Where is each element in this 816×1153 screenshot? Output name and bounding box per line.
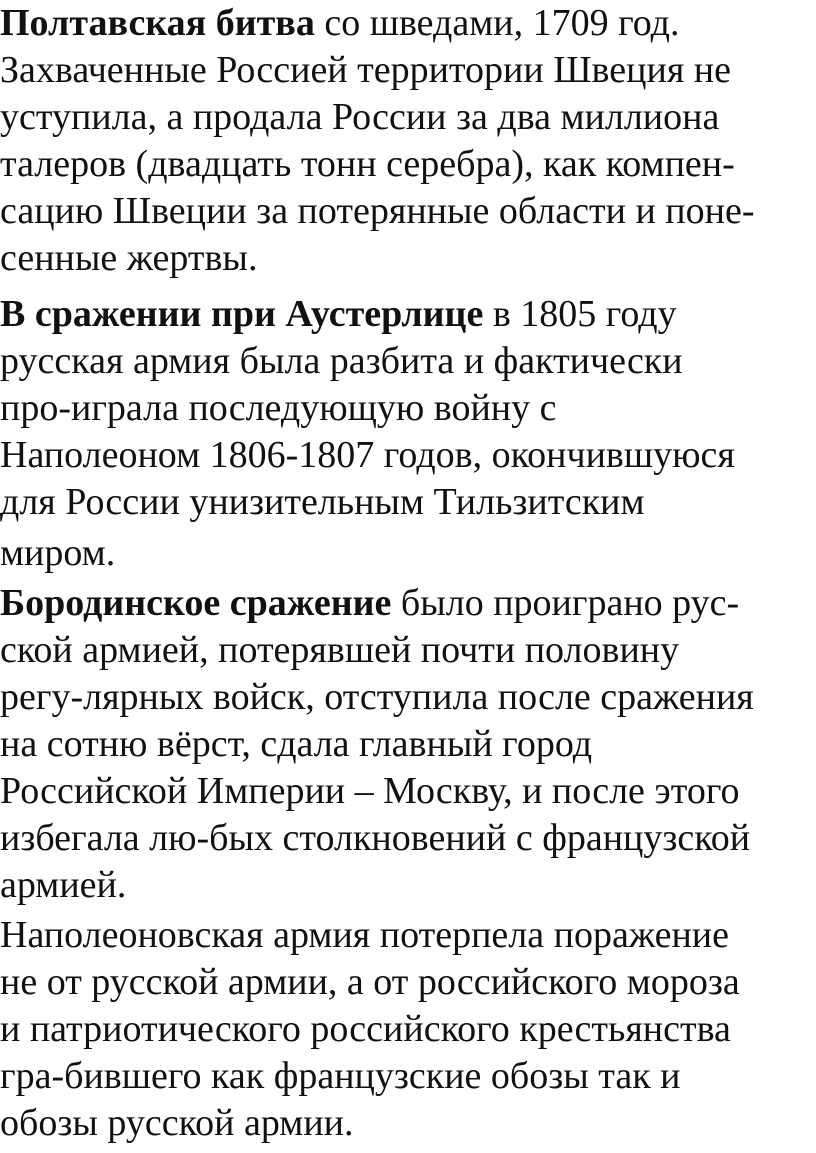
text-fragment: было проиграно рус- xyxy=(391,582,740,624)
text-line: Наполеоном 1806-1807 годов, окончившуюся xyxy=(0,434,735,476)
text-line xyxy=(0,580,816,627)
heading-poltava-battle: Полтавская битва xyxy=(0,2,315,44)
paragraph-poltava xyxy=(0,0,816,282)
text-line: избегала лю-бых столкновений с французской xyxy=(0,817,751,859)
text-line: уступила, а продала России за два миллиона xyxy=(0,96,720,138)
text-line: сенные жертвы. xyxy=(0,237,258,279)
text-line: русская армия была разбита и фактически xyxy=(0,340,683,382)
text-fragment: со шведами, 1709 год. xyxy=(314,2,680,44)
paragraph-austerlitz xyxy=(0,291,816,582)
text-line xyxy=(0,291,816,338)
text-line: не от русской армии, а от российского мороза xyxy=(0,961,740,1003)
text-line: армией. xyxy=(0,864,127,906)
text-line: Российской Империи – Москву, и после этого xyxy=(0,770,740,812)
paragraph-napoleon-army xyxy=(0,912,816,1147)
heading-borodino-battle: Бородинское сражение xyxy=(0,582,392,624)
text-fragment: в 1805 году xyxy=(483,293,677,335)
text-line: миром. xyxy=(0,532,116,574)
text-line: сацию Швеции за потерянные области и поне- xyxy=(0,190,755,232)
text-line: регу-лярных войск, отступила после сражения xyxy=(0,676,754,718)
text-line: ской армией, потерявшей почти половину xyxy=(0,629,680,671)
text-line: на сотню вёрст, сдала главный город xyxy=(0,723,593,765)
heading-austerlitz-battle: В сражении при Аустерлице xyxy=(0,293,484,335)
text-line: Захваченные Россией территории Швеция не xyxy=(0,49,731,91)
text-line: обозы русской армии. xyxy=(0,1102,354,1144)
text-line: Наполеоновская армия потерпела поражение xyxy=(0,914,729,956)
text-line: про-играла последующую войну с xyxy=(0,387,557,429)
text-line: и патриотического российского крестьянства xyxy=(0,1008,731,1050)
text-line: для России унизительным Тильзитским xyxy=(0,481,645,523)
text-line xyxy=(0,0,816,47)
text-line: талеров (двадцать тонн серебра), как компен- xyxy=(0,143,735,185)
paragraph-borodino xyxy=(0,580,816,909)
text-line: гра-бившего как французские обозы так и xyxy=(0,1055,681,1097)
